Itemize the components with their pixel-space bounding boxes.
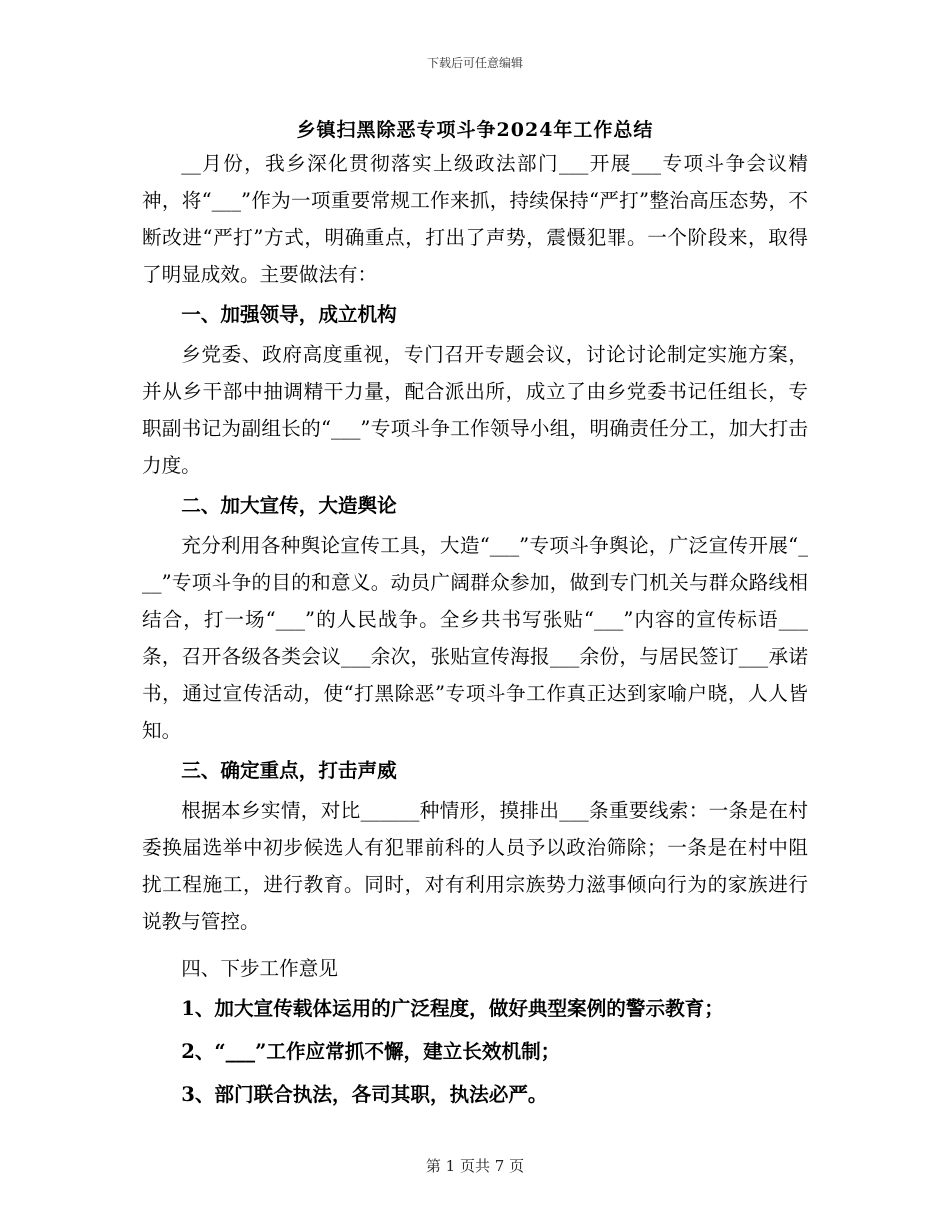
next-step-item-3: 3、部门联合执法，各司其职，执法必严。 [181,1083,548,1106]
document-title: 乡镇扫黑除恶专项斗争2024年工作总结 [296,119,654,141]
section-body-3: 根据本乡实情，对比______种情形，摸排出___条重要线索：一条是在村委换届选举中初步候选人有犯罪前科的人员予以政治筛除；一条是在村中阻扰工程施工，进行教育。同时，对有利用宗族势力滋事倾向行为的家族进行说教与管控。 [142,799,808,933]
section-body-2: 充分利用各种舆论宣传工具，大造“___”专项斗争舆论，广泛宣传开展“___”专项斗争的目的和意义。动员广阔群众参加，做到专门机关与群众路线相结合，打一场“___”的人民战争。全乡共书写张贴“___”内容的宣传标语___条，召开各级各类会议___余次，张贴宣传海报___余份，与居民签订___承诺书，通过宣传活动，使“打黑除恶”专项斗争工作真正达到家喻户晓，人人皆知。 [142,534,808,742]
page-number: 第 1 页共 7 页 [425,1157,525,1175]
next-steps-heading: 四、下步工作意见 [181,957,338,980]
section-body-1: 乡党委、政府高度重视，专门召开专题会议，讨论讨论制定实施方案，并从乡干部中抽调精干力量，配合派出所，成立了由乡党委书记任组长，专职副书记为副组长的“___”专项斗争工作领导小组，明确责任分工，加大打击力度。 [142,343,808,477]
section-heading-1: 一、加强领导，成立机构 [181,303,397,326]
next-step-item-2: 2、“___”工作应常抓不懈，建立长效机制； [181,1040,561,1063]
document-body [142,145,808,1119]
next-step-item-1: 1、加大宣传载体运用的广泛程度，做好典型案例的警示教育； [181,997,724,1020]
section-heading-3: 三、确定重点，打击声威 [181,759,397,782]
section-heading-2: 二、加大宣传，大造舆论 [181,494,397,517]
download-note: 下载后可任意编辑 [426,56,523,70]
intro-paragraph: __月份，我乡深化贯彻落实上级政法部门___开展___专项斗争会议精神，将“___”作为一项重要常规工作来抓，持续保持“严打”整治高压态势，不断改进“严打”方式，明确重点，打出了声势，震慑犯罪。一个阶段来，取得了明显成效。主要做法有： [142,152,808,286]
